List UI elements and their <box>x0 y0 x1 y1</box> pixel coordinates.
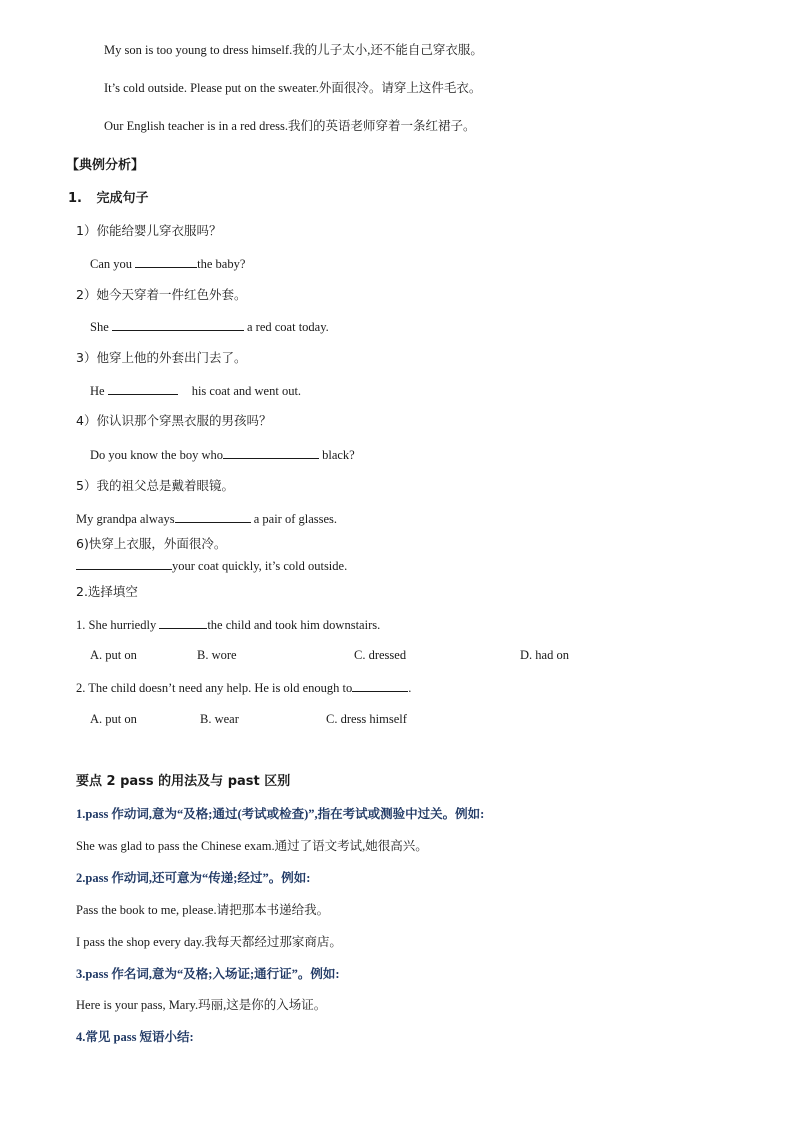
item-english: your coat quickly, it’s cold outside. <box>76 557 347 574</box>
section-title: 【典例分析】 <box>66 158 145 173</box>
item-chinese: 6)快穿上衣服，外面很冷。 <box>76 536 227 551</box>
mc-stem: 2. The child doesn’t need any help. He is old enough to . <box>76 681 412 695</box>
mc-option[interactable]: C. dress himself <box>326 712 407 726</box>
rule-example: I pass the shop every day.我每天都经过那家商店。 <box>76 935 342 949</box>
item-english: She a red coat today. <box>90 320 329 334</box>
mc-option[interactable]: A. put on <box>90 712 137 726</box>
rule-heading: 3.pass 作名词,意为“及格;入场证;通行证”。例如: <box>76 967 340 981</box>
rule-heading: 4.常见 pass 短语小结: <box>76 1030 194 1044</box>
mc-option[interactable]: C. dressed <box>354 648 407 662</box>
mc-option[interactable]: B. wear <box>200 712 239 726</box>
mc-option[interactable]: A. put on <box>90 648 137 662</box>
answer-blank[interactable] <box>76 557 172 570</box>
answer-blank[interactable] <box>108 382 178 395</box>
answer-blank[interactable] <box>352 679 408 692</box>
rule-heading: 2.pass 作动词,还可意为“传递;经过”。例如: <box>76 871 311 885</box>
question-title-text: 完成句子 <box>96 191 149 206</box>
item-english: My grandpa always a pair of glasses. <box>76 512 338 526</box>
example-sentence: It’s cold outside. Please put on the sweater.外面很冷。请穿上这件毛衣。 <box>104 81 482 95</box>
rule-heading: 1.pass 作动词,意为“及格;通过(考试或检查)”,指在考试或测验中过关。例如: <box>76 807 485 821</box>
answer-blank[interactable] <box>223 446 319 459</box>
example-sentence: My son is too young to dress himself.我的儿子太小,还不能自己穿衣服。 <box>104 43 483 57</box>
mc-option[interactable]: B. wore <box>197 648 237 662</box>
answer-blank[interactable] <box>175 510 251 523</box>
rule-example: She was glad to pass the Chinese exam.通过了语文考试,她很高兴。 <box>76 839 428 853</box>
example-sentence: Our English teacher is in a red dress.我们的英语老师穿着一条红裙子。 <box>104 119 476 133</box>
mc-stem: 1. She hurriedly the child and took him downstairs. <box>76 618 381 632</box>
item-english: He his coat and went out. <box>90 384 302 398</box>
item-chinese: 2）她今天穿着一件红色外套。 <box>76 287 247 302</box>
question-title <box>68 191 149 207</box>
item-chinese: 1）你能给婴儿穿衣服吗？ <box>76 223 222 238</box>
item-chinese: 4）你认识那个穿黑衣服的男孩吗？ <box>76 413 272 428</box>
rule-example: Here is your pass, Mary.玛丽,这是你的入场证。 <box>76 998 327 1012</box>
question-number: 1. <box>68 191 82 206</box>
question-title: 2.选择填空 <box>76 584 138 599</box>
point-title: 要点 2 pass 的用法及与 past 区别 <box>76 774 291 789</box>
answer-blank[interactable] <box>135 255 197 268</box>
rule-example: Pass the book to me, please.请把那本书递给我。 <box>76 903 330 917</box>
answer-blank[interactable] <box>159 616 207 629</box>
mc-option[interactable]: D. had on <box>520 648 569 662</box>
answer-blank[interactable] <box>112 318 244 331</box>
item-chinese: 5）我的祖父总是戴着眼镜。 <box>76 478 234 493</box>
item-english: Can you the baby? <box>90 257 246 271</box>
item-chinese: 3）他穿上他的外套出门去了。 <box>76 350 247 365</box>
item-english: Do you know the boy who black? <box>90 448 355 462</box>
